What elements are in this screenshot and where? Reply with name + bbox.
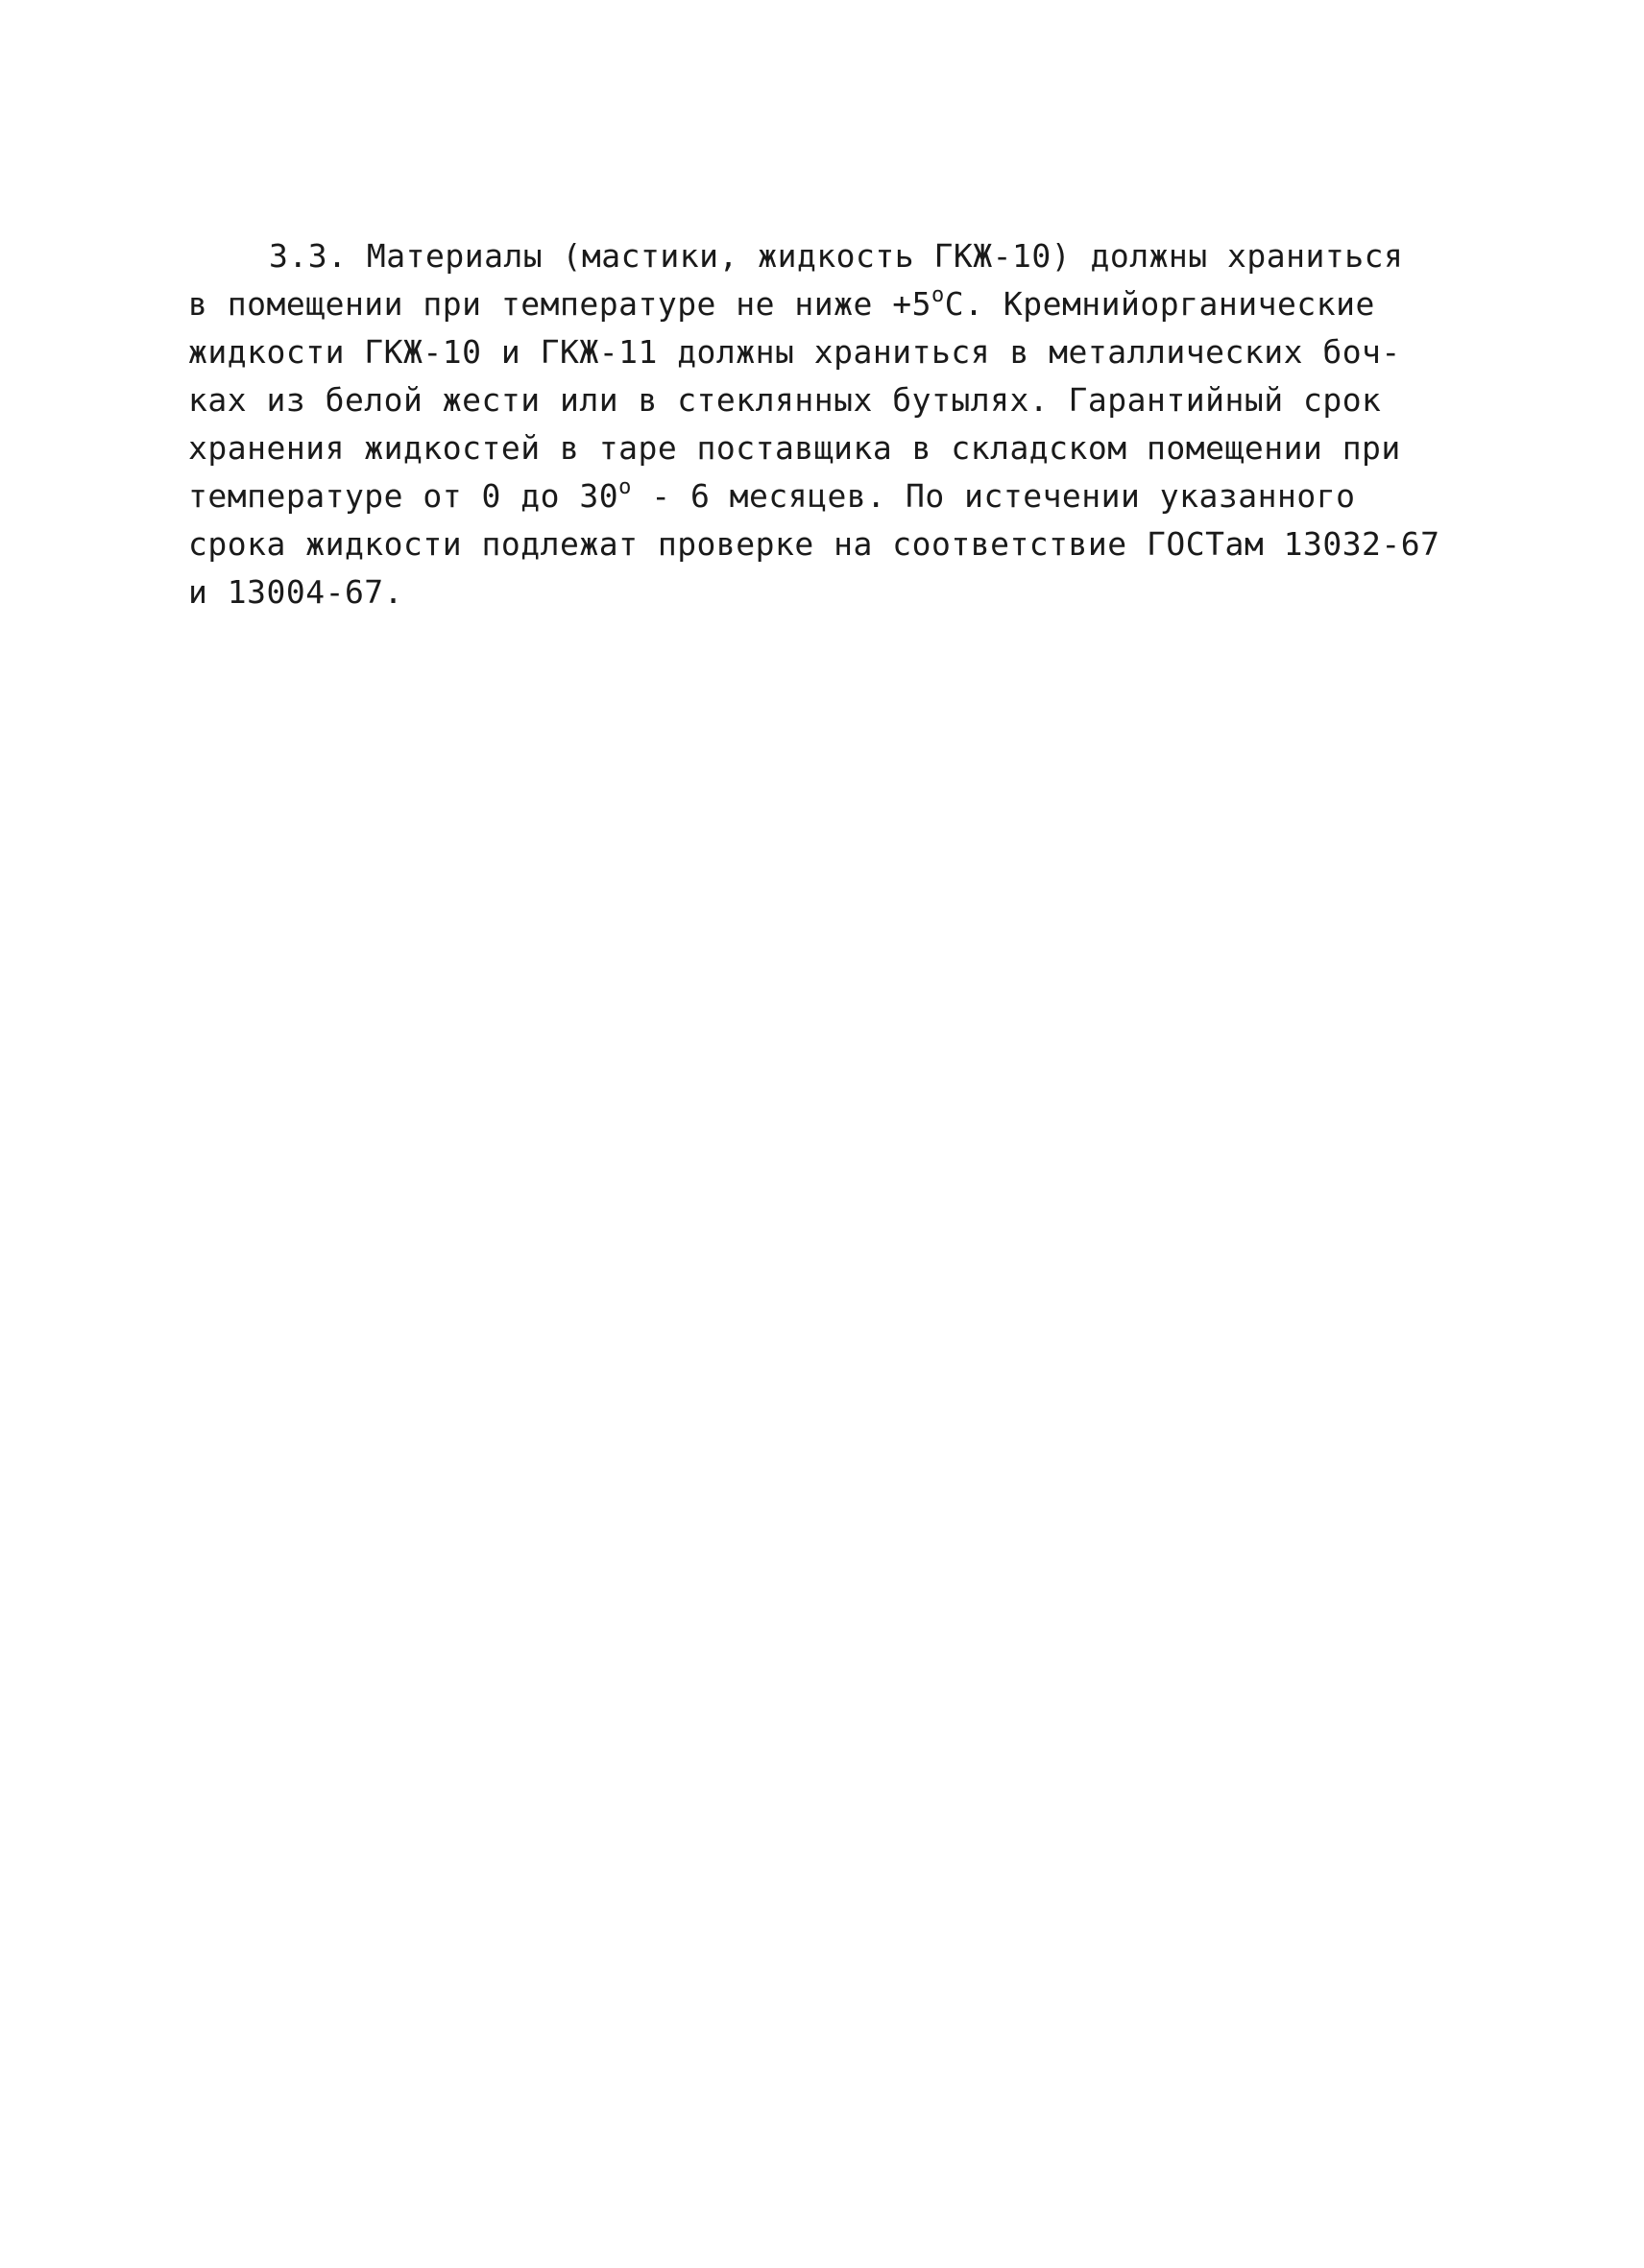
text-line-6-tail: - 6 месяцев. По истечении указанного — [631, 477, 1356, 515]
text-line-2-tail: С. Кремнийорганические — [944, 285, 1375, 323]
text-line-1 — [188, 232, 1485, 280]
degree-superscript-2: o — [618, 475, 632, 499]
text-line-6-body: температуре от 0 до 30 — [188, 477, 619, 515]
text-line-5: хранения жидкостей в таре поставщика в складском помещении при — [188, 429, 1401, 467]
text-line-1-body: Материалы (мастики, жидкость ГКЖ-10) должны храниться — [366, 237, 1404, 275]
section-number: 3.3. — [269, 237, 348, 275]
text-line-4: ках из белой жести или в стеклянных бутылях. Гарантийный срок — [188, 381, 1382, 419]
storage-paragraph — [188, 232, 1485, 616]
text-line-3: жидкости ГКЖ-10 и ГКЖ-11 должны храниться в металлических боч- — [188, 333, 1401, 371]
text-line-7: срока жидкости подлежат проверке на соответствие ГОСТам 13032-67 — [188, 525, 1440, 563]
degree-superscript-1: o — [931, 283, 945, 307]
text-line-2 — [188, 280, 1485, 328]
text-line-2-body: в помещении при температуре не ниже +5 — [188, 285, 931, 323]
text-line-6 — [188, 472, 1485, 520]
text-line-8: и 13004-67. — [188, 573, 404, 611]
